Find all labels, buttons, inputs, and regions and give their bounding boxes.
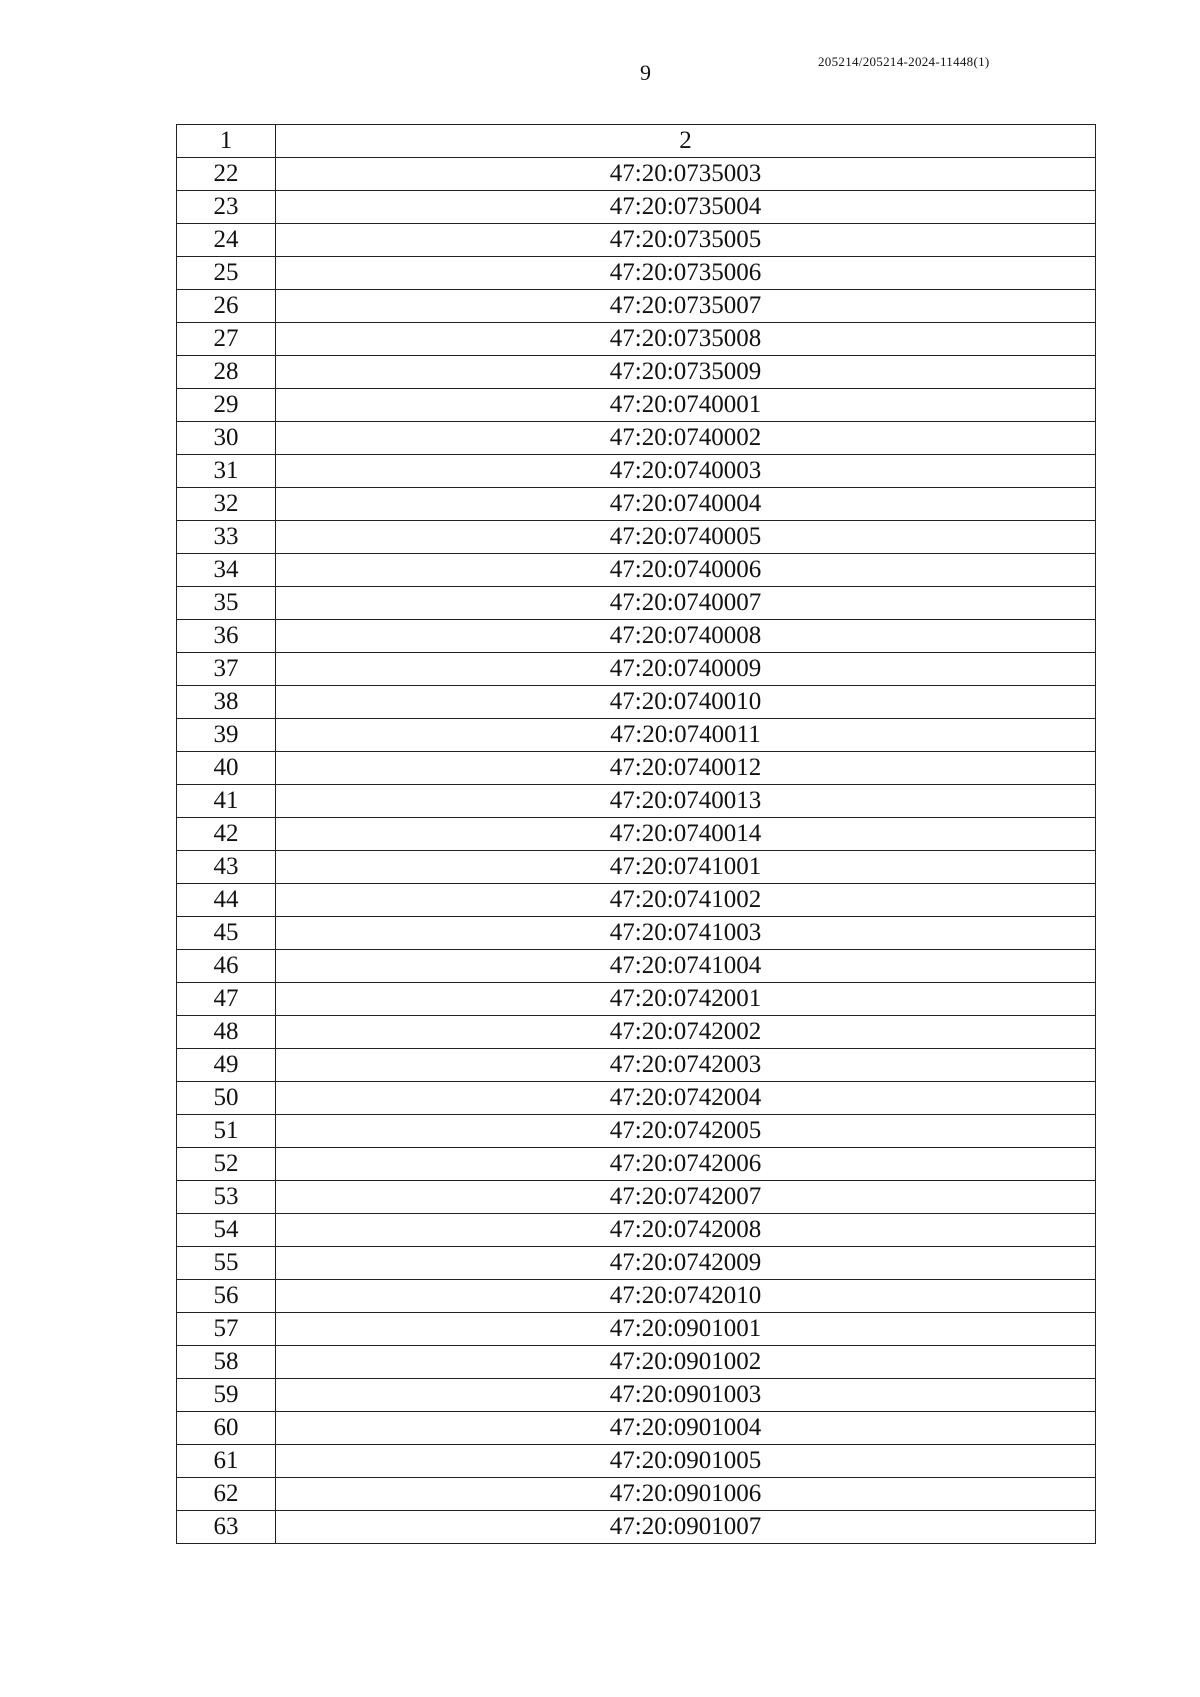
cadastral-number-cell: 47:20:0901004 — [276, 1412, 1096, 1445]
table-row — [177, 851, 1096, 884]
row-number-cell: 25 — [177, 257, 276, 290]
cadastral-number-cell: 47:20:0735005 — [276, 224, 1096, 257]
row-number-cell: 58 — [177, 1346, 276, 1379]
cadastral-number-cell: 47:20:0740008 — [276, 620, 1096, 653]
cadastral-number-cell: 47:20:0740011 — [276, 719, 1096, 752]
column-header-2: 2 — [276, 125, 1096, 158]
table-row — [177, 1511, 1096, 1544]
cadastral-number-cell: 47:20:0901005 — [276, 1445, 1096, 1478]
cadastral-number-cell: 47:20:0741004 — [276, 950, 1096, 983]
row-number-cell: 23 — [177, 191, 276, 224]
row-number-cell: 32 — [177, 488, 276, 521]
cadastral-number-cell: 47:20:0735004 — [276, 191, 1096, 224]
row-number-cell: 61 — [177, 1445, 276, 1478]
table-row — [177, 191, 1096, 224]
table-row — [177, 488, 1096, 521]
table-row — [177, 1247, 1096, 1280]
table-row — [177, 620, 1096, 653]
cadastral-number-cell: 47:20:0901006 — [276, 1478, 1096, 1511]
cadastral-number-cell: 47:20:0742002 — [276, 1016, 1096, 1049]
cadastral-number-cell: 47:20:0740014 — [276, 818, 1096, 851]
document-reference: 205214/205214-2024-11448(1) — [818, 54, 990, 69]
row-number-cell: 51 — [177, 1115, 276, 1148]
row-number-cell: 37 — [177, 653, 276, 686]
row-number-cell: 54 — [177, 1214, 276, 1247]
cadastral-number-cell: 47:20:0740002 — [276, 422, 1096, 455]
cadastral-number-cell: 47:20:0741001 — [276, 851, 1096, 884]
table-row — [177, 1049, 1096, 1082]
cadastral-number-cell: 47:20:0740013 — [276, 785, 1096, 818]
cadastral-number-cell: 47:20:0735007 — [276, 290, 1096, 323]
row-number-cell: 46 — [177, 950, 276, 983]
row-number-cell: 43 — [177, 851, 276, 884]
cadastral-number-cell: 47:20:0901007 — [276, 1511, 1096, 1544]
cadastral-number-cell: 47:20:0742008 — [276, 1214, 1096, 1247]
table-row — [177, 1016, 1096, 1049]
table-row — [177, 290, 1096, 323]
cadastral-number-cell: 47:20:0901003 — [276, 1379, 1096, 1412]
cadastral-number-cell: 47:20:0740006 — [276, 554, 1096, 587]
cadastral-number-cell: 47:20:0740001 — [276, 389, 1096, 422]
table-row — [177, 719, 1096, 752]
cadastral-number-cell: 47:20:0740012 — [276, 752, 1096, 785]
row-number-cell: 50 — [177, 1082, 276, 1115]
table-row — [177, 653, 1096, 686]
table-row — [177, 389, 1096, 422]
cadastral-number-cell: 47:20:0740007 — [276, 587, 1096, 620]
row-number-cell: 39 — [177, 719, 276, 752]
table-row — [177, 521, 1096, 554]
table-row — [177, 1214, 1096, 1247]
table-row — [177, 158, 1096, 191]
row-number-cell: 56 — [177, 1280, 276, 1313]
table-row — [177, 1445, 1096, 1478]
cadastral-number-cell: 47:20:0742003 — [276, 1049, 1096, 1082]
cadastral-number-cell: 47:20:0742007 — [276, 1181, 1096, 1214]
table-row — [177, 1148, 1096, 1181]
cadastral-number-cell: 47:20:0742001 — [276, 983, 1096, 1016]
table-row — [177, 983, 1096, 1016]
table-row — [177, 1082, 1096, 1115]
row-number-cell: 52 — [177, 1148, 276, 1181]
cadastral-number-cell: 47:20:0740004 — [276, 488, 1096, 521]
cadastral-number-cell: 47:20:0741003 — [276, 917, 1096, 950]
row-number-cell: 28 — [177, 356, 276, 389]
row-number-cell: 33 — [177, 521, 276, 554]
cadastral-number-cell: 47:20:0742010 — [276, 1280, 1096, 1313]
table-row — [177, 224, 1096, 257]
table-row — [177, 1346, 1096, 1379]
row-number-cell: 44 — [177, 884, 276, 917]
cadastral-number-cell: 47:20:0735009 — [276, 356, 1096, 389]
row-number-cell: 26 — [177, 290, 276, 323]
row-number-cell: 57 — [177, 1313, 276, 1346]
row-number-cell: 62 — [177, 1478, 276, 1511]
table-row — [177, 356, 1096, 389]
table-row — [177, 785, 1096, 818]
cadastral-number-cell: 47:20:0742006 — [276, 1148, 1096, 1181]
row-number-cell: 41 — [177, 785, 276, 818]
table-row — [177, 1379, 1096, 1412]
row-number-cell: 36 — [177, 620, 276, 653]
cadastral-number-cell: 47:20:0741002 — [276, 884, 1096, 917]
table-row — [177, 455, 1096, 488]
row-number-cell: 47 — [177, 983, 276, 1016]
column-header-1: 1 — [177, 125, 276, 158]
table-row — [177, 1181, 1096, 1214]
row-number-cell: 42 — [177, 818, 276, 851]
table-row — [177, 1313, 1096, 1346]
cadastral-number-cell: 47:20:0740009 — [276, 653, 1096, 686]
table-row — [177, 1115, 1096, 1148]
row-number-cell: 22 — [177, 158, 276, 191]
row-number-cell: 53 — [177, 1181, 276, 1214]
table-row — [177, 950, 1096, 983]
row-number-cell: 55 — [177, 1247, 276, 1280]
row-number-cell: 27 — [177, 323, 276, 356]
table-row — [177, 587, 1096, 620]
row-number-cell: 45 — [177, 917, 276, 950]
row-number-cell: 63 — [177, 1511, 276, 1544]
row-number-cell: 40 — [177, 752, 276, 785]
table-row — [177, 818, 1096, 851]
row-number-cell: 49 — [177, 1049, 276, 1082]
cadastral-table — [176, 124, 1096, 1544]
row-number-cell: 29 — [177, 389, 276, 422]
row-number-cell: 60 — [177, 1412, 276, 1445]
row-number-cell: 48 — [177, 1016, 276, 1049]
row-number-cell: 38 — [177, 686, 276, 719]
cadastral-number-cell: 47:20:0735003 — [276, 158, 1096, 191]
table-row — [177, 1280, 1096, 1313]
table-row — [177, 1478, 1096, 1511]
table-row — [177, 422, 1096, 455]
cadastral-number-cell: 47:20:0740003 — [276, 455, 1096, 488]
cadastral-number-cell: 47:20:0740010 — [276, 686, 1096, 719]
table-row — [177, 323, 1096, 356]
cadastral-number-cell: 47:20:0742005 — [276, 1115, 1096, 1148]
cadastral-number-cell: 47:20:0901001 — [276, 1313, 1096, 1346]
row-number-cell: 24 — [177, 224, 276, 257]
table-row — [177, 554, 1096, 587]
row-number-cell: 59 — [177, 1379, 276, 1412]
page-number: 9 — [640, 60, 651, 85]
table-row — [177, 1412, 1096, 1445]
table-row — [177, 257, 1096, 290]
cadastral-number-cell: 47:20:0901002 — [276, 1346, 1096, 1379]
table-row — [177, 917, 1096, 950]
row-number-cell: 31 — [177, 455, 276, 488]
cadastral-number-cell: 47:20:0740005 — [276, 521, 1096, 554]
row-number-cell: 34 — [177, 554, 276, 587]
cadastral-number-cell: 47:20:0742009 — [276, 1247, 1096, 1280]
cadastral-number-cell: 47:20:0735008 — [276, 323, 1096, 356]
cadastral-number-cell: 47:20:0742004 — [276, 1082, 1096, 1115]
table-row — [177, 884, 1096, 917]
table-header-row — [177, 125, 1096, 158]
table-row — [177, 686, 1096, 719]
table-row — [177, 752, 1096, 785]
cadastral-number-cell: 47:20:0735006 — [276, 257, 1096, 290]
row-number-cell: 35 — [177, 587, 276, 620]
row-number-cell: 30 — [177, 422, 276, 455]
